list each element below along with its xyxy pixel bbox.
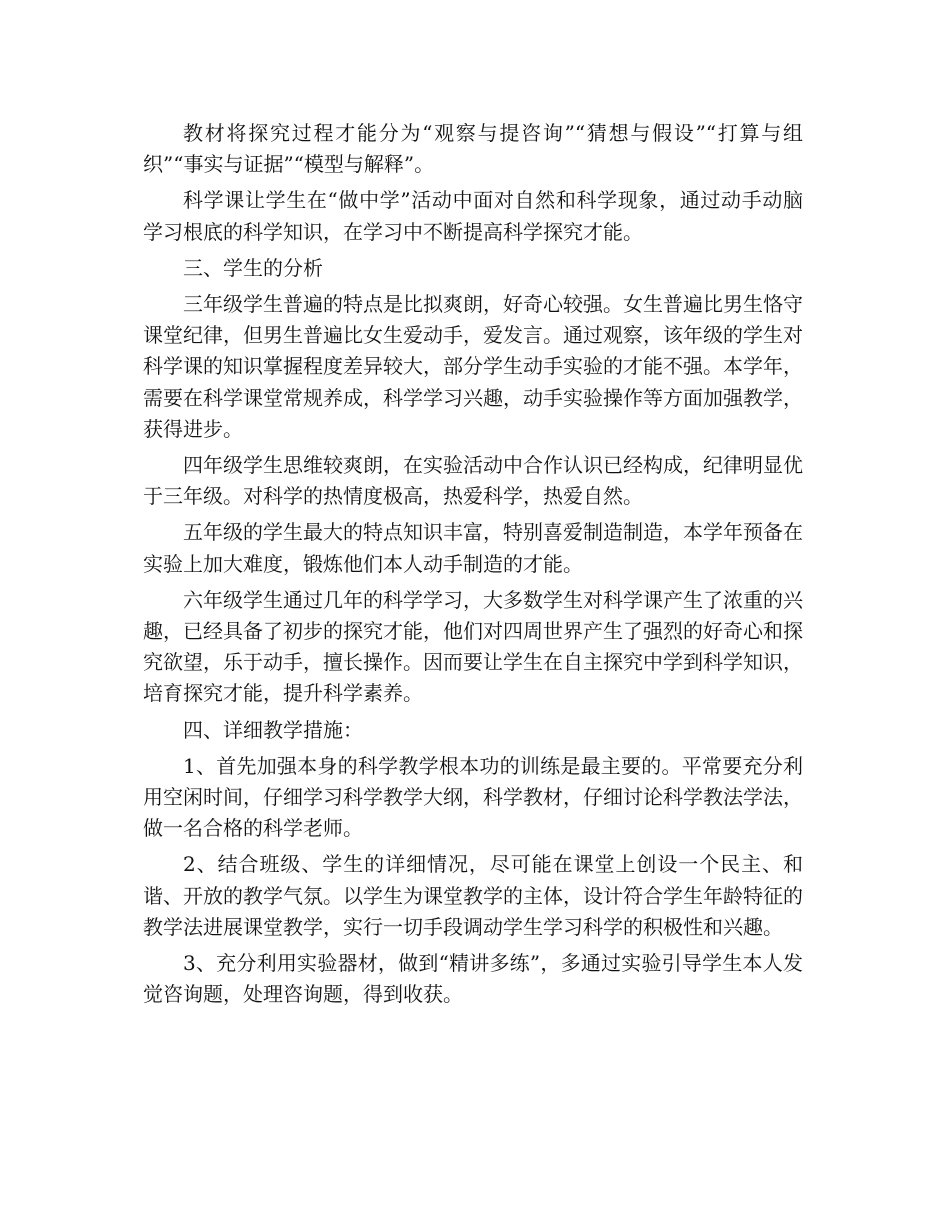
paragraph-textbook-skills: 教材将探究过程才能分为“观察与提咨询”“猜想与假设”“打算与组织”“事实与证据”“模型与解释”。 xyxy=(143,121,803,177)
paragraph-measure-one: 1、首先加强本身的科学教学根本功的训练是最主要的。平常要充分利用空闲时间，仔细学习科学教学大纲，科学教材，仔细讨论科学教法学法，做一名合格的科学老师。 xyxy=(143,753,803,841)
paragraph-grade-six: 六年级学生通过几年的科学学习，大多数学生对科学课产生了浓重的兴趣，已经具备了初步的探究才能，他们对四周世界产生了强烈的好奇心和探究欲望，乐于动手，擅长操作。因而要让学生在自主探究中学到科学知识，培育探究才能，提升科学素养。 xyxy=(143,587,803,706)
paragraph-measure-two: 2、结合班级、学生的详细情况，尽可能在课堂上创设一个民主、和谐、开放的教学气氛。以学生为课堂教学的主体，设计符合学生年龄特征的教学法进展课堂教学，实行一切手段调动学生学习科学的积极性和兴趣。 xyxy=(143,852,803,939)
paragraph-measure-three: 3、充分利用实验器材，做到“精讲多练”，多通过实验引导学生本人发觉咨询题，处理咨询题，得到收获。 xyxy=(143,951,803,1007)
section-heading-student-analysis: 三、学生的分析 xyxy=(183,255,323,280)
section-heading-teaching-measures: 四、详细教学措施： xyxy=(183,717,363,742)
paragraph-grade-five: 五年级的学生最大的特点知识丰富，特别喜爱制造制造，本学年预备在实验上加大难度，锻炼他们本人动手制造的才能。 xyxy=(143,520,803,576)
paragraph-learning-by-doing: 科学课让学生在“做中学”活动中面对自然和科学现象，通过动手动脑学习根底的科学知识，在学习中不断提高科学探究才能。 xyxy=(143,188,803,244)
paragraph-grade-four: 四年级学生思维较爽朗，在实验活动中合作认识已经构成，纪律明显优于三年级。对科学的热情度极高，热爱科学，热爱自然。 xyxy=(143,453,803,509)
document-body xyxy=(143,118,803,1015)
paragraph-grade-three: 三年级学生普遍的特点是比拟爽朗，好奇心较强。女生普遍比男生恪守课堂纪律，但男生普遍比女生爱动手，爱发言。通过观察，该年级的学生对科学课的知识掌握程度差异较大，部分学生动手实验的才能不强。本学年，需要在科学课堂常规养成，科学学习兴趣，动手实验操作等方面加强教学，获得进步。 xyxy=(143,292,803,441)
